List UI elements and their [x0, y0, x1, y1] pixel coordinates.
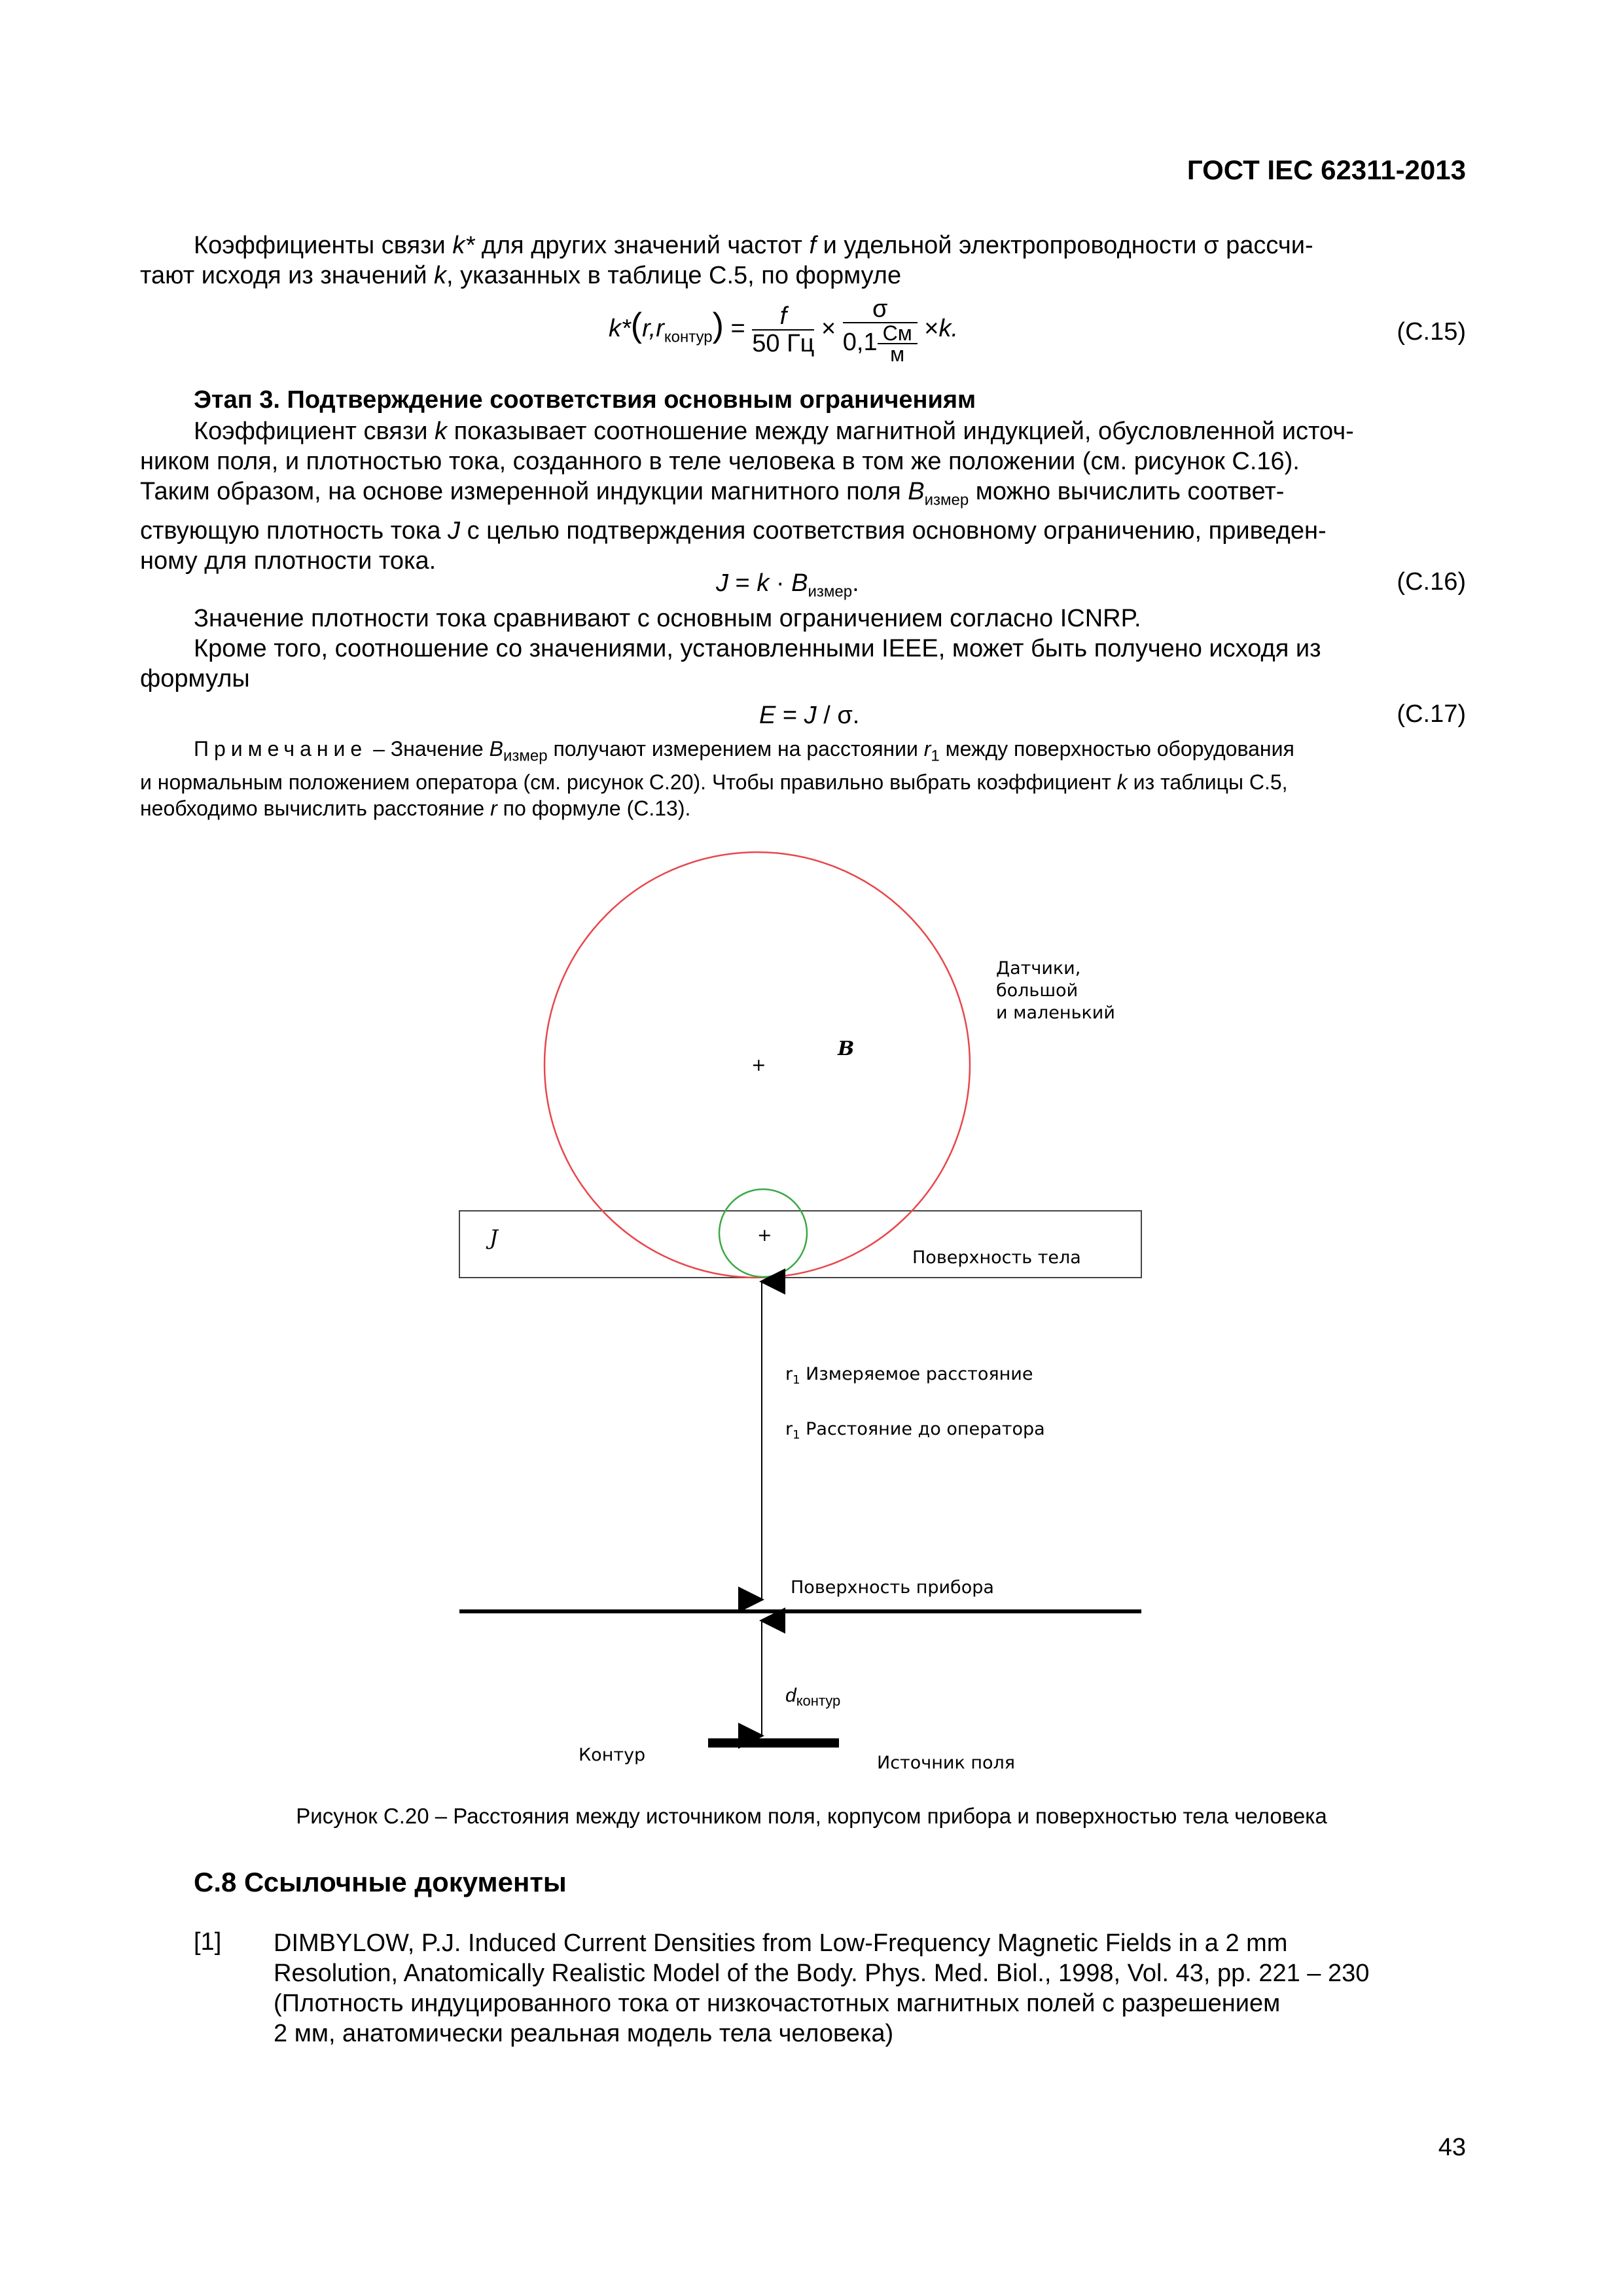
figure-caption: Рисунок С.20 – Расстояния между источником поля, корпусом прибора и поверхностью тела человека [296, 1804, 1327, 1828]
eq15-fraction-sigma: σ 0,1 $\frac{См}{м}$ [843, 296, 918, 364]
equation-c16-number: (С.16) [1397, 568, 1466, 596]
equation-c17: E = J / σ. [759, 702, 860, 729]
label-J: J [490, 1225, 498, 1250]
reference-number: [1] [194, 1928, 222, 1956]
big-circle-center-mark: + [751, 1055, 766, 1075]
label-sensors-line1: Датчики, [996, 958, 1081, 978]
equation-c17-number: (С.17) [1397, 700, 1466, 728]
label-B: B [838, 1037, 855, 1060]
label-sensors-line3: и маленький [996, 1003, 1115, 1023]
label-r1-measured: $r_1$ Измеряемое расстояние [785, 1364, 1033, 1387]
equation-c15: $k*(r,r_{контур})$ = $\frac{f}{50 Гц}$ × σ 0,1 $\frac{См}{м}$ ×k. [609, 295, 959, 366]
section-heading: С.8 Ссылочные документы [194, 1867, 567, 1897]
page-number: 43 [1438, 2134, 1466, 2161]
stage3-heading: Этап 3. Подтверждение соответствия основным ограничениям [194, 386, 976, 414]
note-block: Примечание – Значение $B_{измер}$ получают измерением на расстоянии $r_1$ между поверхностью оборудования и нормальным положением оператора (см. рисунок С.20). Чтобы правильно выбрать коэффициент k из таблицы С.5, необходимо вычислить расстояние r по формуле (С.13). [140, 737, 1294, 821]
label-d-contour: $d_{контур}$ [785, 1685, 841, 1709]
para1-line2: тают исходя из значений k, указанных в таблице С.5, по формуле [140, 262, 902, 289]
para1-line1: Коэффициенты связи k* для других значений частот f и удельной электропроводности σ рассчи- [194, 232, 1313, 259]
label-r1-operator: $r_1$ Расстояние до оператора [785, 1419, 1045, 1442]
document-id: ГОСТ IEC 62311-2013 [1186, 154, 1466, 185]
eq15-fraction-f: $\frac{f}{50 Гц}$ [752, 302, 815, 357]
paragraph-coupling-explanation: Коэффициент связи k показывает соотношение между магнитной индукцией, обусловленной источ- ником поля, и плотностью тока, созданного в теле человека в том же положении (см. рисунок С.16). Таким образом, на основе измеренной индукции магнитного поля $B_{измер}$ можно вычислить соответ- ствующую плотность тока J с целью подтверждения соответствия основному ограничению, приведен- ному для плотности тока. [140, 418, 1354, 575]
paragraph-ieee: Кроме того, соотношение со значениями, установленными IEEE, может быть получено исходя из формулы [140, 635, 1321, 692]
label-contour: Контур [579, 1745, 646, 1765]
equation-c16: $J = k \cdot B_{измер}$. [716, 569, 859, 601]
reference-text: DIMBYLOW, P.J. Induced Current Densities from Low-Frequency Magnetic Fields in a 2 mm Resolution, Anatomically Realistic Model of the Body. Phys. Med. Biol., 1998, Vol. 43, pp. 221 – 230 (Плотность индуцированного тока от низкочастотных магнитных полей с разрешением 2 мм, анатомически реальная модель тела человека) [274, 1929, 1370, 2047]
paragraph-icnrp: Значение плотности тока сравнивают с основным ограничением согласно ICNRP. [194, 605, 1141, 632]
label-field-source: Источник поля [877, 1753, 1016, 1773]
label-body-surface: Поверхность тела [912, 1247, 1081, 1268]
label-device-surface: Поверхность прибора [791, 1577, 994, 1598]
field-source-bar [708, 1738, 839, 1748]
eq15-lhs: k* [609, 315, 631, 343]
label-sensors-line2: большой [996, 980, 1079, 1001]
note-label: Примечание [194, 737, 368, 761]
equation-c15-number: (С.15) [1397, 318, 1466, 346]
small-circle-center-mark: + [757, 1225, 772, 1246]
